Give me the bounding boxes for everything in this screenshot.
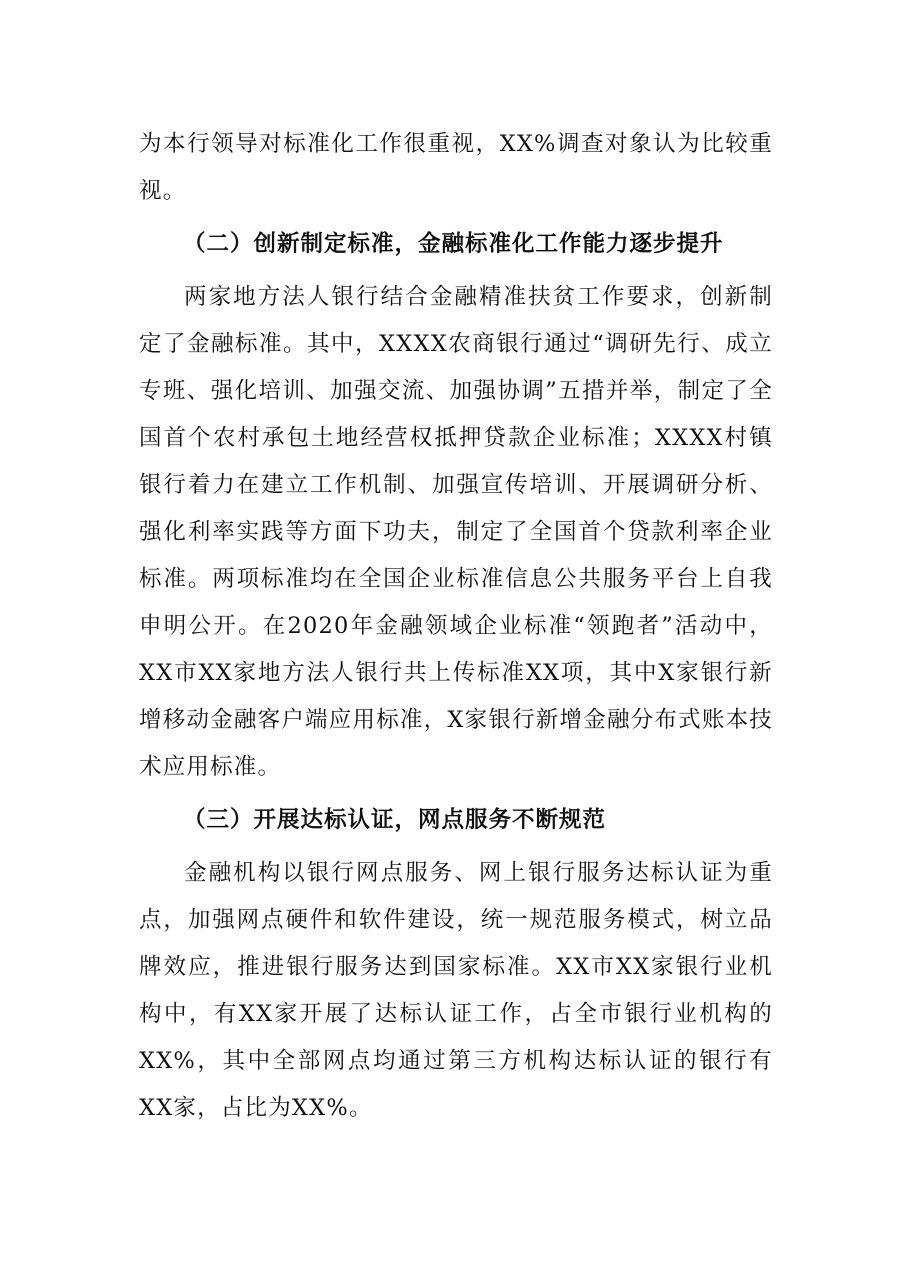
paragraph-continuation: 为本行领导对标准化工作很重视，XX%调查对象认为比较重视。 [139,131,773,204]
document-body [139,121,773,1132]
section-heading-3: （三）开展达标认证，网点服务不断规范 [183,807,607,833]
paragraph-certification: 金融机构以银行网点服务、网上银行服务达标认证为重点，加强网点硬件和软件建设，统一规范服务模式，树立品牌效应，推进银行服务达到国家标准。XX市XX家银行业机构中，有XX家开展了达标认证工作，占全市银行业机构的XX%，其中全部网点均通过第三方机构达标认证的银行有XX家，占比为XX%。 [139,860,773,1121]
section-heading-2: （二）创新制定标准，金融标准化工作能力逐步提升 [183,231,724,257]
paragraph-standards: 两家地方法人银行结合金融精准扶贫工作要求，创新制定了金融标准。其中，XXXX农商银行通过“调研先行、成立专班、强化培训、加强交流、加强协调”五措并举，制定了全国首个农村承包土地经营权抵押贷款企业标准；XXXX村镇银行着力在建立工作机制、加强宣传培训、开展调研分析、强化利率实践等方面下功夫，制定了全国首个贷款利率企业标准。两项标准均在全国企业标准信息公共服务平台上自我申明公开。在2020年金融领域企业标准“领跑者”活动中，XX市XX家地方法人银行共上传标准XX项，其中X家银行新增移动金融客户端应用标准，X家银行新增金融分布式账本技术应用标准。 [139,284,773,780]
